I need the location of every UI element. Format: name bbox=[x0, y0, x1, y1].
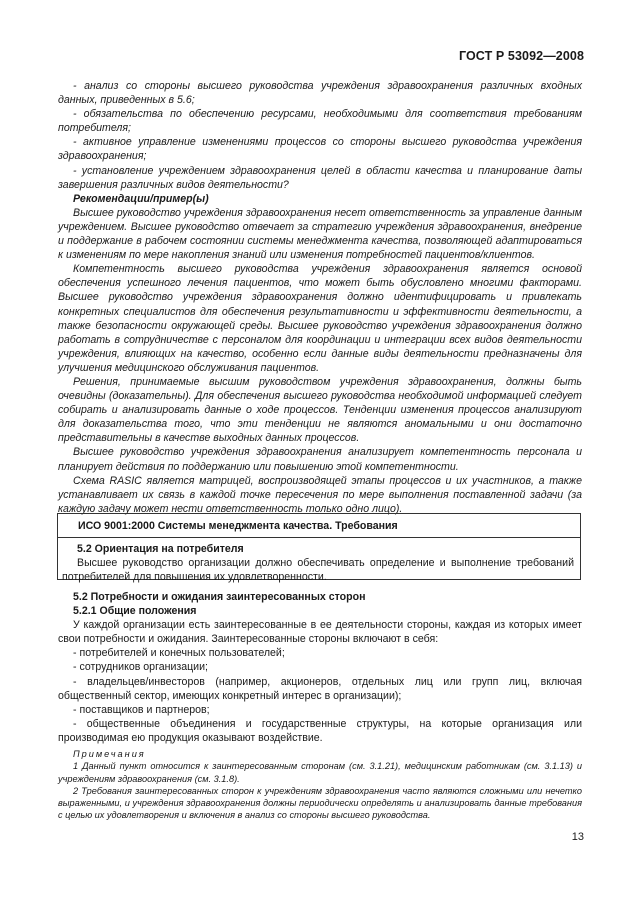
page-number: 13 bbox=[571, 831, 584, 843]
iso-box-content bbox=[58, 537, 580, 584]
recommendation-paragraph: Высшее руководство учреждения здравоохранения несет ответственность за управление данным учреждением. Высшее руководство отвечает за стратегию учреждения здравоохранения, внедрение и поддержание в рабочем состоянии системы менеджмента качества, позволяющей адаптироваться к изменениям по мере накопления знаний или изменения потребностей пациентов/клиентов. bbox=[58, 206, 582, 262]
notes-heading: Примечания bbox=[73, 749, 146, 759]
criteria-item: - анализ со стороны высшего руководства учреждения здравоохранения различных входных данных, приведенных в 5.6; bbox=[58, 80, 582, 107]
criteria-block bbox=[58, 79, 582, 516]
section-52-block bbox=[58, 590, 582, 745]
recommendation-paragraph: Высшее руководство учреждения здравоохранения анализирует компетентность персонала и планирует действия по поддержанию или повышению этой компетентности. bbox=[58, 446, 582, 473]
criteria-item: - обязательства по обеспечению ресурсами, необходимыми для соответствия требованиям потребителя; bbox=[58, 108, 582, 135]
stakeholder-item: - потребителей и конечных пользователей; bbox=[73, 647, 285, 660]
iso-box-section: 5.2 Ориентация на потребителя bbox=[77, 543, 244, 555]
stakeholder-item: - поставщиков и партнеров; bbox=[73, 703, 210, 716]
recommendation-paragraph: Компетентность высшего руководства учреждения здравоохранения является основой обеспечения успешного лечения пациентов, что может быть обусловлено многими факторами. Высшее руководство учреждения здравоохранения должно идентифицировать и привлекать конкретных специалистов для обеспечения результативности и эффективности деятельности, а также безопасности окружающей среды. Высшее руководство учреждения здравоохранения должно работать в сотрудничестве с персоналом для координации и интеграции всех видов деятельности учреждения, влияющих на качество, особенно если данные виды деятельности предназначены для улучшения медицинского обслуживания пациентов. bbox=[58, 263, 582, 374]
note-item: 1 Данный пункт относится к заинтересованным сторонам (см. 3.1.21), медицинским работникам (см. 3.1.13) и учреждениям здравоохранения (см. 3.1.8). bbox=[58, 761, 582, 784]
iso-box-title: ИСО 9001:2000 Системы менеджмента качества. Требования bbox=[78, 520, 398, 532]
recommendation-paragraph: Решения, принимаемые высшим руководством учреждения здравоохранения, должны быть очевидны (доказательны). Для обеспечения высшего руководства необходимой информацией следует собирать и анализировать данные о ходе процессов. Тенденции изменения процессов анализируют для доказательства того, что эти тенденции не являются аномальными и они достаточно представительны в качестве выходных данных процессов. bbox=[58, 375, 582, 445]
standard-header: ГОСТ Р 53092—2008 bbox=[458, 49, 584, 63]
note-item: 2 Требования заинтересованных сторон к учреждениям здравоохранения часто являются сложными или нечетко выраженными, и учреждения здравоохранения должны периодически определять и анализировать данные требования с целью их удовлетворения и включения в анализ со стороны высшего руководства. bbox=[58, 785, 582, 821]
criteria-item: - установление учреждением здравоохранения целей в области качества и планирование даты завершения различных видов деятельности? bbox=[58, 164, 582, 191]
section-title: 5.2 Потребности и ожидания заинтересованных сторон bbox=[73, 591, 366, 603]
subsection-title: 5.2.1 Общие положения bbox=[73, 605, 197, 618]
iso-box-text: Высшее руководство организации должно обеспечивать определение и выполнение требований потребителей для повышения их удовлетворенности. bbox=[62, 557, 574, 584]
stakeholder-item: - сотрудников организации; bbox=[73, 661, 208, 674]
iso-requirement-box bbox=[57, 513, 581, 584]
stakeholder-item: - владельцев/инвесторов (например, акционеров, отдельных лиц или групп лиц, включая общественный сектор, имеющих конкретный интерес в организации); bbox=[58, 675, 582, 702]
recommendations-heading: Рекомендации/пример(ы) bbox=[73, 192, 209, 205]
stakeholder-item: - общественные объединения и государственные структуры, на которые организация или производимая ею продукция оказывают воздействие. bbox=[58, 717, 582, 744]
section-intro: У каждой организации есть заинтересованные в ее деятельности стороны, каждая из которых имеет свои потребности и ожидания. Заинтересованные стороны включают в себя: bbox=[58, 619, 582, 646]
notes-block bbox=[58, 748, 582, 822]
criteria-item: - активное управление изменениями процессов со стороны высшего руководства учреждения здравоохранения; bbox=[58, 136, 582, 163]
recommendation-paragraph: Схема RASIC является матрицей, воспроизводящей этапы процессов и их участников, а также устанавливает их связь в каждой точке пересечения по мере выполнения поставленной задачи (за каждую задачу может нести ответственность только одно лицо). bbox=[58, 474, 582, 515]
